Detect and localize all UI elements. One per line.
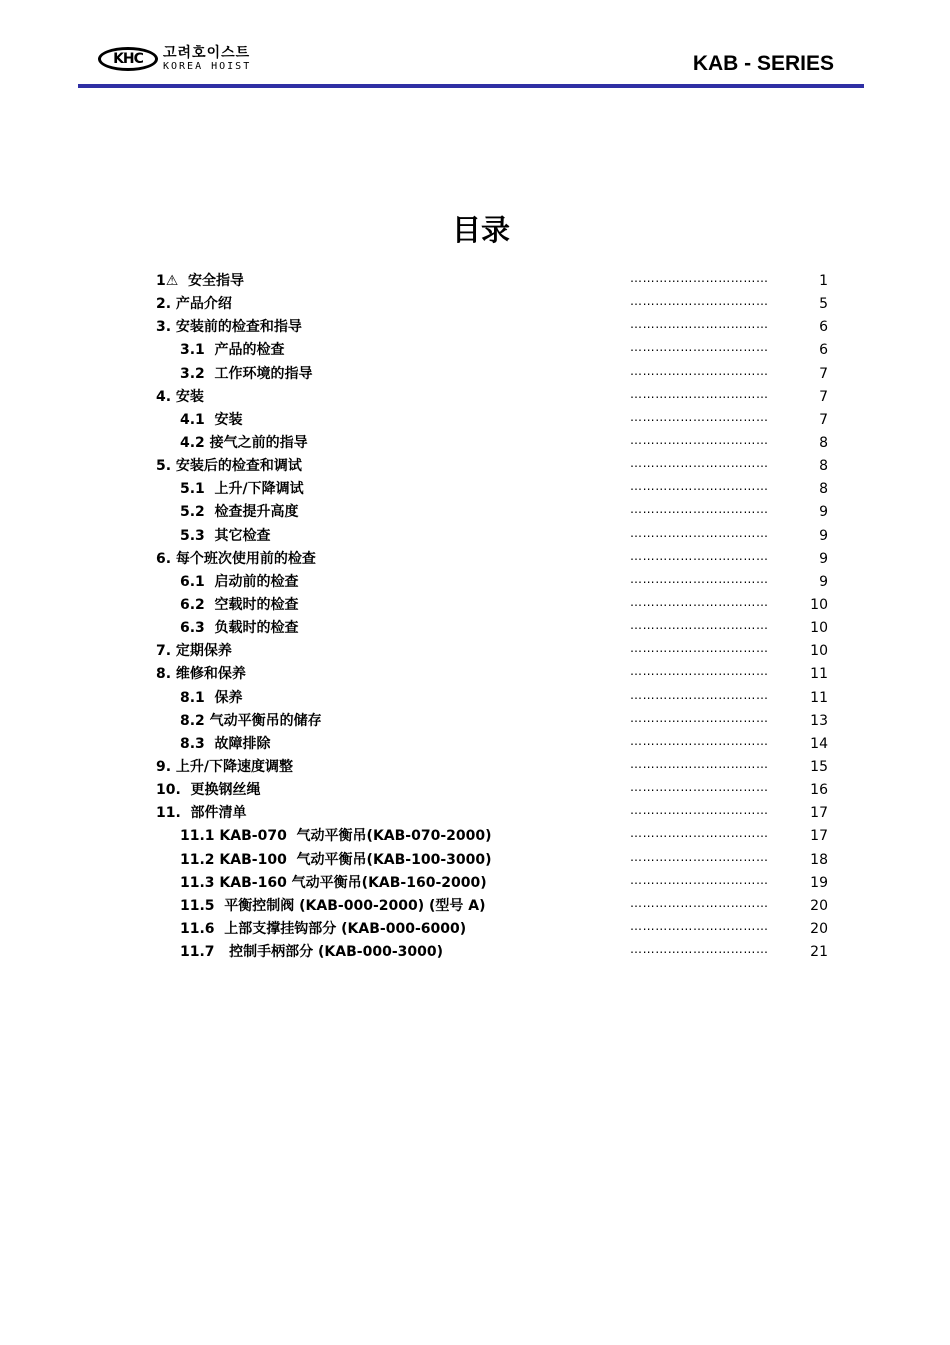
toc-entry-label: 4.1 安装 [180, 411, 243, 428]
toc-entry-page: 20 [810, 897, 828, 914]
toc-entry[interactable] [0, 548, 950, 571]
toc-entry-page: 14 [810, 735, 828, 752]
toc-leader-dots: …………………………… [630, 895, 769, 910]
toc-leader-dots: …………………………… [630, 340, 769, 355]
toc-entry-label: 11. 部件清单 [156, 805, 247, 822]
company-logo [98, 46, 251, 72]
toc-entry-page: 10 [810, 620, 828, 637]
toc-entry-label: 11.2 KAB-100 气动平衡吊(KAB-100-3000) [180, 851, 492, 868]
toc-entry-page: 9 [819, 573, 828, 590]
toc-entry-page: 13 [810, 712, 828, 729]
toc-leader-dots: …………………………… [630, 432, 769, 447]
khc-logo-mark: KHC [98, 47, 158, 71]
toc-leader-dots: …………………………… [630, 525, 769, 540]
toc-entry-label: 3.1 产品的检查 [180, 342, 285, 359]
toc-leader-dots: …………………………… [630, 826, 769, 841]
toc-entry[interactable] [0, 525, 950, 548]
toc-entry-page: 9 [819, 527, 828, 544]
toc-entry-page: 1 [819, 273, 828, 289]
toc-leader-dots: …………………………… [630, 479, 769, 494]
toc-leader-dots: …………………………… [630, 664, 769, 679]
table-of-contents [0, 270, 950, 964]
toc-entry-page: 10 [810, 643, 828, 660]
toc-entry-label: 2. 产品介绍 [156, 296, 232, 313]
toc-entry[interactable] [0, 501, 950, 524]
toc-leader-dots: …………………………… [630, 294, 769, 309]
toc-entry[interactable] [0, 872, 950, 895]
toc-entry-page: 8 [819, 434, 828, 451]
toc-entry[interactable] [0, 478, 950, 501]
toc-entry[interactable] [0, 640, 950, 663]
toc-entry-label: 5. 安装后的检查和调试 [156, 458, 302, 475]
toc-entry-page: 6 [819, 319, 828, 336]
toc-entry-page: 10 [810, 596, 828, 613]
toc-entry-label: 8.3 故障排除 [180, 735, 271, 752]
toc-entry-page: 9 [819, 504, 828, 521]
toc-entry-label: 8. 维修和保养 [156, 666, 246, 683]
series-title: KAB - SERIES [692, 52, 834, 75]
toc-entry-label: 6.2 空载时的检查 [180, 596, 299, 613]
toc-entry-label: 3. 安装前的检查和指导 [156, 319, 302, 336]
toc-entry[interactable] [0, 339, 950, 362]
toc-entry-label: 9. 上升/下降速度调整 [156, 758, 294, 775]
toc-entry[interactable] [0, 293, 950, 316]
toc-entry-label: 5.2 检查提升高度 [180, 504, 299, 521]
toc-entry-page: 11 [810, 666, 828, 683]
toc-entry[interactable] [0, 895, 950, 918]
toc-entry[interactable] [0, 779, 950, 802]
toc-leader-dots: …………………………… [630, 409, 769, 424]
toc-entry-page: 20 [810, 920, 828, 937]
logo-english-name: KOREA HOIST [163, 61, 252, 72]
toc-entry-page: 15 [810, 758, 828, 775]
toc-entry[interactable] [0, 455, 950, 478]
toc-leader-dots: …………………………… [630, 942, 769, 957]
toc-entry[interactable] [0, 663, 950, 686]
toc-entry-label: 5.3 其它检查 [180, 527, 271, 544]
logo-korean-name: 고려호이스트 [163, 45, 251, 61]
toc-entry[interactable] [0, 363, 950, 386]
toc-entry-page: 7 [819, 365, 828, 382]
toc-entry-label: 5.1 上升/下降调试 [180, 481, 304, 498]
toc-entry[interactable] [0, 270, 950, 293]
toc-entry-page: 19 [810, 874, 828, 891]
toc-entry[interactable] [0, 432, 950, 455]
toc-entry-label: 4. 安装 [156, 388, 204, 405]
header-rule [78, 84, 864, 88]
toc-entry[interactable] [0, 756, 950, 779]
toc-entry-label: 11.3 KAB-160 气动平衡吊(KAB-160-2000) [180, 874, 487, 891]
toc-entry-label: 11.5 平衡控制阀 (KAB-000-2000) (型号 A) [180, 897, 486, 914]
toc-entry[interactable] [0, 571, 950, 594]
toc-entry[interactable] [0, 802, 950, 825]
toc-entry-label: 3.2 工作环境的指导 [180, 365, 313, 382]
toc-entry-label: 6.1 启动前的检查 [180, 573, 299, 590]
toc-entry-page: 8 [819, 458, 828, 475]
toc-entry-page: 17 [810, 805, 828, 822]
toc-entry-page: 9 [819, 550, 828, 567]
toc-leader-dots: …………………………… [630, 733, 769, 748]
toc-entry-page: 8 [819, 481, 828, 498]
toc-entry-page: 7 [819, 388, 828, 405]
toc-leader-dots: …………………………… [630, 780, 769, 795]
toc-entry-label: 8.1 保养 [180, 689, 243, 706]
toc-entry[interactable] [0, 409, 950, 432]
toc-entry-page: 17 [810, 828, 828, 845]
toc-entry-label: 6.3 负载时的检查 [180, 620, 299, 637]
toc-entry-label: 7. 定期保养 [156, 643, 232, 660]
toc-leader-dots: …………………………… [630, 872, 769, 887]
toc-entry-page: 18 [810, 851, 828, 868]
toc-leader-dots: …………………………… [630, 571, 769, 586]
toc-entry[interactable] [0, 918, 950, 941]
toc-entry-page: 6 [819, 342, 828, 359]
toc-leader-dots: …………………………… [630, 386, 769, 401]
toc-entry-label: 11.1 KAB-070 气动平衡吊(KAB-070-2000) [180, 828, 492, 845]
toc-entry-label: 10. 更换钢丝绳 [156, 782, 261, 799]
toc-entry-page: 5 [819, 296, 828, 313]
toc-entry-label: 11.7 控制手柄部分 (KAB-000-3000) [180, 944, 443, 961]
page-header [78, 40, 864, 90]
toc-leader-dots: …………………………… [630, 803, 769, 818]
toc-entry-label: 1⚠ 安全指导 [156, 273, 245, 289]
toc-leader-dots: …………………………… [630, 363, 769, 378]
toc-entry-label: 6. 每个班次使用前的检查 [156, 550, 316, 567]
toc-entry-label: 4.2 接气之前的指导 [180, 434, 308, 451]
toc-entry[interactable] [0, 316, 950, 339]
toc-entry[interactable] [0, 941, 950, 964]
toc-leader-dots: …………………………… [630, 271, 769, 285]
toc-leader-dots: …………………………… [630, 687, 769, 702]
toc-entry[interactable] [0, 617, 950, 640]
toc-entry-page: 16 [810, 782, 828, 799]
toc-entry[interactable] [0, 849, 950, 872]
toc-leader-dots: …………………………… [630, 594, 769, 609]
toc-entry[interactable] [0, 386, 950, 409]
toc-leader-dots: …………………………… [630, 849, 769, 864]
toc-leader-dots: …………………………… [630, 618, 769, 633]
toc-leader-dots: …………………………… [630, 918, 769, 933]
toc-leader-dots: …………………………… [630, 502, 769, 517]
toc-leader-dots: …………………………… [630, 456, 769, 471]
toc-entry[interactable] [0, 594, 950, 617]
toc-entry-label: 8.2 气动平衡吊的储存 [180, 712, 322, 729]
toc-leader-dots: …………………………… [630, 641, 769, 656]
toc-entry[interactable] [0, 825, 950, 848]
toc-entry-page: 21 [810, 944, 828, 961]
toc-entry[interactable] [0, 687, 950, 710]
toc-leader-dots: …………………………… [630, 710, 769, 725]
toc-title: 目录 [451, 213, 510, 247]
toc-entry-page: 11 [810, 689, 828, 706]
logo-text [163, 46, 251, 72]
toc-leader-dots: …………………………… [630, 548, 769, 563]
toc-entry-page: 7 [819, 411, 828, 428]
toc-entry[interactable] [0, 733, 950, 756]
toc-entry-label: 11.6 上部支撑挂钩部分 (KAB-000-6000) [180, 920, 467, 937]
toc-leader-dots: …………………………… [630, 756, 769, 771]
toc-entry[interactable] [0, 710, 950, 733]
toc-leader-dots: …………………………… [630, 317, 769, 332]
